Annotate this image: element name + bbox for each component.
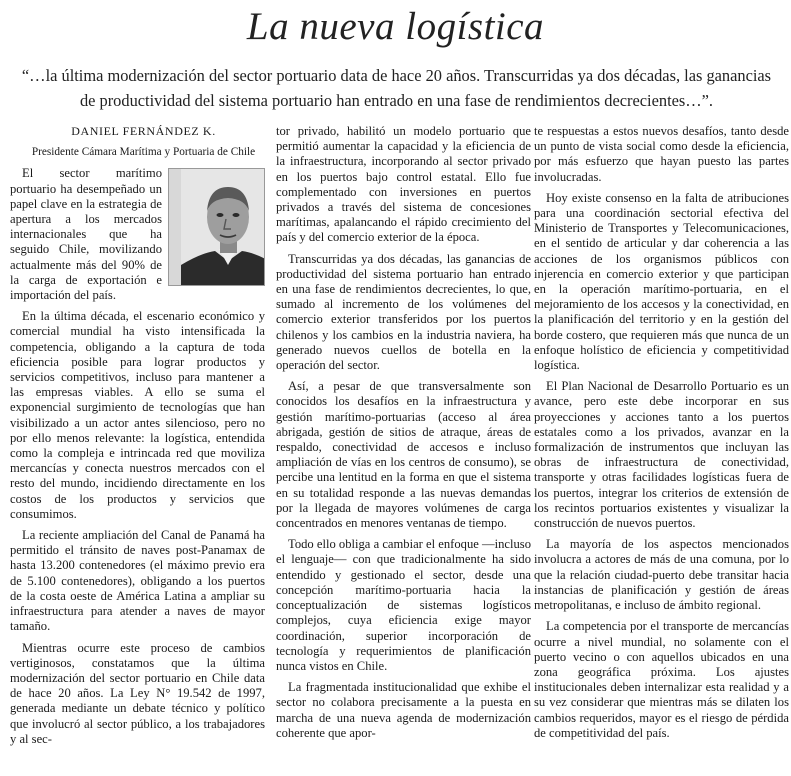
paragraph: Transcurridas ya dos décadas, las ganancias de productividad del sistema portuario han entrado en una fase de rendimientos decrecientes, lo que, sumado al incremento de los volúmenes del comercio exterior transferidos por los puertos chilenos y los cambios en la industria naviera, ha generado nuevos cuellos de botella en la operación del sector.: [276, 251, 531, 373]
lead-quote: “…la última modernización del sector portuario data de hace 20 años. Transcurridas ya dos décadas, las ganancias de productividad del sistema portuario han entrado en una fase de rendimientos decrecientes…”.: [21, 66, 772, 110]
article-title: La nueva logística: [246, 5, 545, 48]
paragraph: El Plan Nacional de Desarrollo Portuario es un avance, pero este debe incorporar en sus proyecciones y acciones tanto a los puertos estatales como a los privados, avanzar en la formalización de instrumentos que incluyan las obras de infraestructura de conectividad, transporte y otras facilidades logísticas fuera de los puertos, integrar los criterios de extensión de los recintos portuarios existentes y visualizar la construcción de nuevos puertos.: [534, 379, 789, 531]
paragraph: El sector marítimo portuario ha desempeñado un papel clave en la estrategia de apertura a los mercados internacionales que ha seguido Chile, movilizando actualmente más del 90% de la carga de exportación e importación del país.: [10, 166, 265, 303]
paragraph: tor privado, habilitó un modelo portuario que permitió aumentar la capacidad y la eficiencia de la infraestructura, incorporando al sector privado en los puertos bajo control estatal. Ello fue complementado con inversiones en puertos privados a través del sistema de concesiones marítimas, apalancando el rápido crecimiento del país y del comercio exterior de la época.: [276, 124, 531, 245]
paragraph: te respuestas a estos nuevos desafíos, tanto desde un punto de vista social como desde la eficiencia, por más esfuerzo que hayan puesto las partes involucradas.: [534, 124, 789, 184]
column-2: [276, 124, 531, 747]
paragraph: La mayoría de los aspectos mencionados involucra a actores de más de una comuna, por lo que la relación ciudad-puerto debe transitar hacia instancias de planificación y gestión de áreas metropolitanas, e incluso de ámbito regional.: [534, 537, 789, 613]
author-name: DANIEL FERNÁNDEZ K.: [71, 124, 216, 138]
paragraph: La competencia por el transporte de mercancías ocurre a nivel mundial, no solamente con el puerto vecino o con aquellos ubicados en una zona geográfica próxima. Los ajustes institucionales deben internalizar esta realidad y a su vez considerar que mientras más se dilaten los cambios requeridos, mayor es el riesgo de pérdida de competitividad del país.: [534, 619, 789, 740]
paragraph: La reciente ampliación del Canal de Panamá ha permitido el tránsito de naves post-Panamax de hasta 13.200 contenedores (el máximo previo era de 5.100 contenedores), obligando a los puertos de la costa oeste de América Latina a ampliar su infraestructura para atender a naves de mayor tamaño.: [10, 528, 265, 634]
paragraph: Todo ello obliga a cambiar el enfoque —incluso el lenguaje— con que tradicionalmente ha sido entendido y gestionado el sector, desde una concepción marítimo-portuaria hacia la conceptualización de sistemas logísticos complejos, cuya eficiencia exige mayor coordinación, superior incorporación de tecnología y requerimientos de planificación nunca vistos en Chile.: [276, 537, 531, 673]
author-title: Presidente Cámara Marítima y Portuaria de Chile: [31, 146, 256, 159]
portrait-icon: [181, 169, 265, 285]
paragraph: En la última década, el escenario económico y comercial mundial ha visto intensificada la competencia, obligando a la captura de toda eficiencia posible para lograr productos y servicios competitivos, incluso para mantener a las empresas viables. A ello se suma el exponencial surgimiento de tecnologías que han visibilizado a un actor antes silencioso, pero no por ello menos relevante: la logística, entendida como la compleja e intrincada red que moviliza mercancías y conecta nuestros mercados con el resto del mundo, incidiendo directamente en los costos de los productos y servicios que consumimos.: [10, 309, 265, 521]
column-3: [534, 124, 789, 747]
author-photo: [168, 168, 265, 286]
paragraph: Así, a pesar de que transversalmente son conocidos los desafíos en la infraestructura y gestión marítimo-portuarias (acceso al área abrigada, gestión de sitios de atraque, áreas de respaldo, conectividad de accesos e incluso ampliación de vías en los centros de consumo), se percibe una lentitud en la forma en que el sistema en su totalidad responde a las nuevas demandas por la llegada de mayores volúmenes de carga concentrados en menores ventanas de tiempo.: [276, 379, 531, 531]
paragraph: Hoy existe consenso en la falta de atribuciones para una coordinación sectorial efectiva del Ministerio de Transportes y Telecomunicaciones, en el sentido de articular y dar coherencia a las acciones de los organismos públicos con injerencia en comercio exterior y que participan en la operación marítimo-portuaria, en el mejoramiento de los accesos y la conectividad, en la planificación del territorio y en la gestión del borde costero, que requieren más que nunca de un enfoque holístico de eficiencia y competitividad logística.: [534, 190, 789, 373]
column-1: [10, 124, 265, 753]
paragraph: La fragmentada institucionalidad que exhibe el sector no colabora precisamente a la puesta en marcha de una nueva agenda de modernización coherente que apor-: [276, 680, 531, 740]
paragraph: Mientras ocurre este proceso de cambios vertiginosos, constatamos que la última modernización del sector portuario en Chile data de hace 20 años. La Ley N° 19.542 de 1997, generada mediante un debate técnico y político que involucró al sector público, a los trabajadores y al sec-: [10, 640, 265, 746]
